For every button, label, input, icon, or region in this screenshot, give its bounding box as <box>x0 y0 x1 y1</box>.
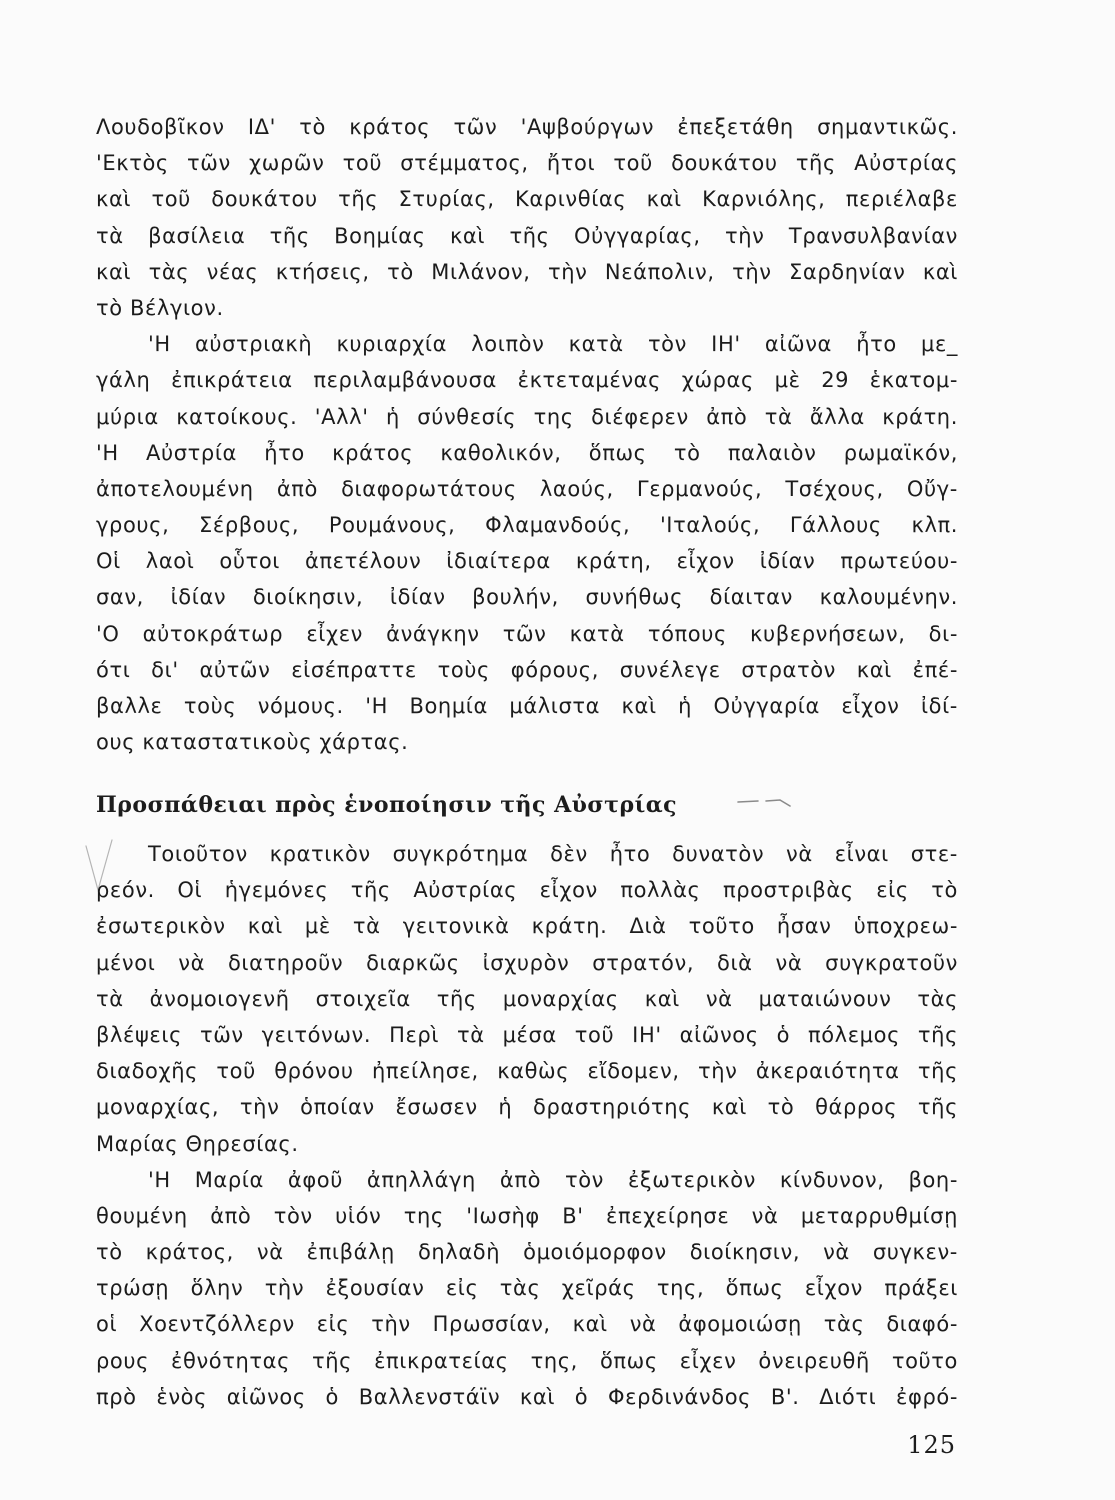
text-section-2 <box>96 836 958 1415</box>
text-line: ἀποτελουμένη ἀπὸ διαφορωτάτους λαούς, Γερμανούς, Τσέχους, Οὔγ- <box>96 476 958 501</box>
text-line: γρους, Σέρβους, Ρουμάνους, Φλαμανδούς, 'Ιταλούς, Γάλλους κλπ. <box>96 513 958 538</box>
text-line: μένοι νὰ διατηροῦν διαρκῶς ἰσχυρὸν στρατόν, διὰ νὰ συγκρατοῦν <box>96 950 958 975</box>
text-line: καὶ τὰς νέας κτήσεις, τὸ Μιλάνον, τὴν Νεάπολιν, τὴν Σαρδηνίαν καὶ <box>96 259 958 284</box>
page-number: 125 <box>907 1431 956 1459</box>
text-line: ρεόν. Οἱ ἡγεμόνες τῆς Αὐστρίας εἶχον πολλὰς προστριβὰς εἰς τὸ <box>96 878 958 903</box>
text-line: τρώσῃ ὅλην τὴν ἐξουσίαν εἰς τὰς χεῖράς της, ὅπως εἶχον πράξει <box>96 1276 958 1301</box>
text-line: τὰ ἀνομοιογενῆ στοιχεῖα τῆς μοναρχίας καὶ νὰ ματαιώνουν τὰς <box>96 986 958 1011</box>
text-line: ότι δι' αὐτῶν εἰσέπραττε τοὺς φόρους, συνέλεγε στρατὸν καὶ ἐπέ- <box>96 657 958 682</box>
text-line: 'Εκτὸς τῶν χωρῶν τοῦ στέμματος, ἤτοι τοῦ δουκάτου τῆς Αὐστρίας <box>96 151 958 176</box>
text-line: τὰ βασίλεια τῆς Βοημίας καὶ τῆς Οὐγγαρίας, τὴν Τρανσυλβανίαν <box>96 223 958 248</box>
text-line: βαλλε τοὺς νόμους. 'Η Βοημία μάλιστα καὶ ἡ Οὐγγαρία εἶχον ἰδί- <box>96 694 958 718</box>
text-line: Οἱ λαοὶ οὗτοι ἀπετέλουν ἰδιαίτερα κράτη, εἶχον ἰδίαν πρωτεύου- <box>96 549 958 574</box>
text-line: 'Η Αὐστρία ἦτο κράτος καθολικόν, ὅπως τὸ παλαιὸν ρωμαϊκόν, <box>96 440 958 465</box>
text-line: Μαρίας Θηρεσίας. <box>96 1131 299 1156</box>
text-line: τὸ κράτος, νὰ ἐπιβάλῃ δηλαδὴ ὁμοιόμορφον διοίκησιν, νὰ συγκεν- <box>96 1240 958 1265</box>
text-line: σαν, ἰδίαν διοίκησιν, ἰδίαν βουλήν, συνήθως δίαιταν καλουμένην. <box>96 585 958 610</box>
text-line: γάλη ἐπικράτεια περιλαμβάνουσα ἐκτεταμένας χώρας μὲ 29 ἑκατομ- <box>96 368 958 393</box>
text-line: Τοιοῦτον κρατικὸν συγκρότημα δὲν ἦτο δυνατὸν νὰ εἶναι στε- <box>148 842 958 866</box>
text-line: οἱ Χοεντζόλλερν εἰς τὴν Πρωσσίαν, καὶ νὰ ἀφομοιώσῃ τὰς διαφό- <box>96 1312 958 1337</box>
text-line: ρους ἐθνότητας τῆς ἐπικρατείας της, ὅπως εἶχεν ὀνειρευθῆ τοῦτο <box>96 1348 958 1373</box>
text-line: 'Η Μαρία ἀφοῦ ἀπηλλάγη ἀπὸ τὸν ἐξωτερικὸν κίνδυνον, βοη- <box>148 1167 958 1192</box>
pencil-mark-icon <box>736 796 792 810</box>
text-line: θουμένη ἀπὸ τὸν υἱόν της 'Ιωσὴφ Β' ἐπεχείρησε νὰ μεταρρυθμίσῃ <box>96 1203 958 1228</box>
text-line: ους καταστατικοὺς χάρτας. <box>96 730 409 755</box>
text-line: τὸ Βέλγιον. <box>96 295 224 320</box>
text-line: 'Η αὐστριακὴ κυριαρχία λοιπὸν κατὰ τὸν ΙΗ' αἰῶνα ἦτο με_ <box>148 332 958 357</box>
text-section-1 <box>96 109 958 760</box>
text-line: καὶ τοῦ δουκάτου τῆς Στυρίας, Καρινθίας καὶ Καρνιόλης, περιέλαβε <box>96 187 958 212</box>
text-line: βλέψεις τῶν γειτόνων. Περὶ τὰ μέσα τοῦ ΙΗ' αἰῶνος ὁ πόλεμος τῆς <box>96 1022 958 1047</box>
text-line: 'Ο αὐτοκράτωρ εἶχεν ἀνάγκην τῶν κατὰ τόπους κυβερνήσεων, δι- <box>96 621 958 646</box>
text-line: μοναρχίας, τὴν ὁποίαν ἔσωσεν ἡ δραστηριότης καὶ τὸ θάρρος τῆς <box>96 1095 958 1120</box>
text-line: ἐσωτερικὸν καὶ μὲ τὰ γειτονικὰ κράτη. Διὰ τοῦτο ἦσαν ὑποχρεω- <box>96 914 958 939</box>
text-line: Λουδοβῖκον ΙΔ' τὸ κράτος τῶν 'Αψβούργων ἐπεξετάθη σημαντικῶς. <box>96 115 958 139</box>
text-line: μύρια κατοίκους. 'Αλλ' ἡ σύνθεσίς της διέφερεν ἀπὸ τὰ ἄλλα κράτη. <box>96 404 958 429</box>
text-line: διαδοχῆς τοῦ θρόνου ἠπείλησε, καθὼς εἴδομεν, τὴν ἀκεραιότητα τῆς <box>96 1059 958 1084</box>
section-heading: Προσπάθειαι πρὸς ἑνοποίησιν τῆς Αὐστρίας <box>96 792 678 818</box>
text-line: πρὸ ἑνὸς αἰῶνος ὁ Βαλλενστάϊν καὶ ὁ Φερδινάνδος Β'. Διότι ἐφρό- <box>96 1384 958 1409</box>
